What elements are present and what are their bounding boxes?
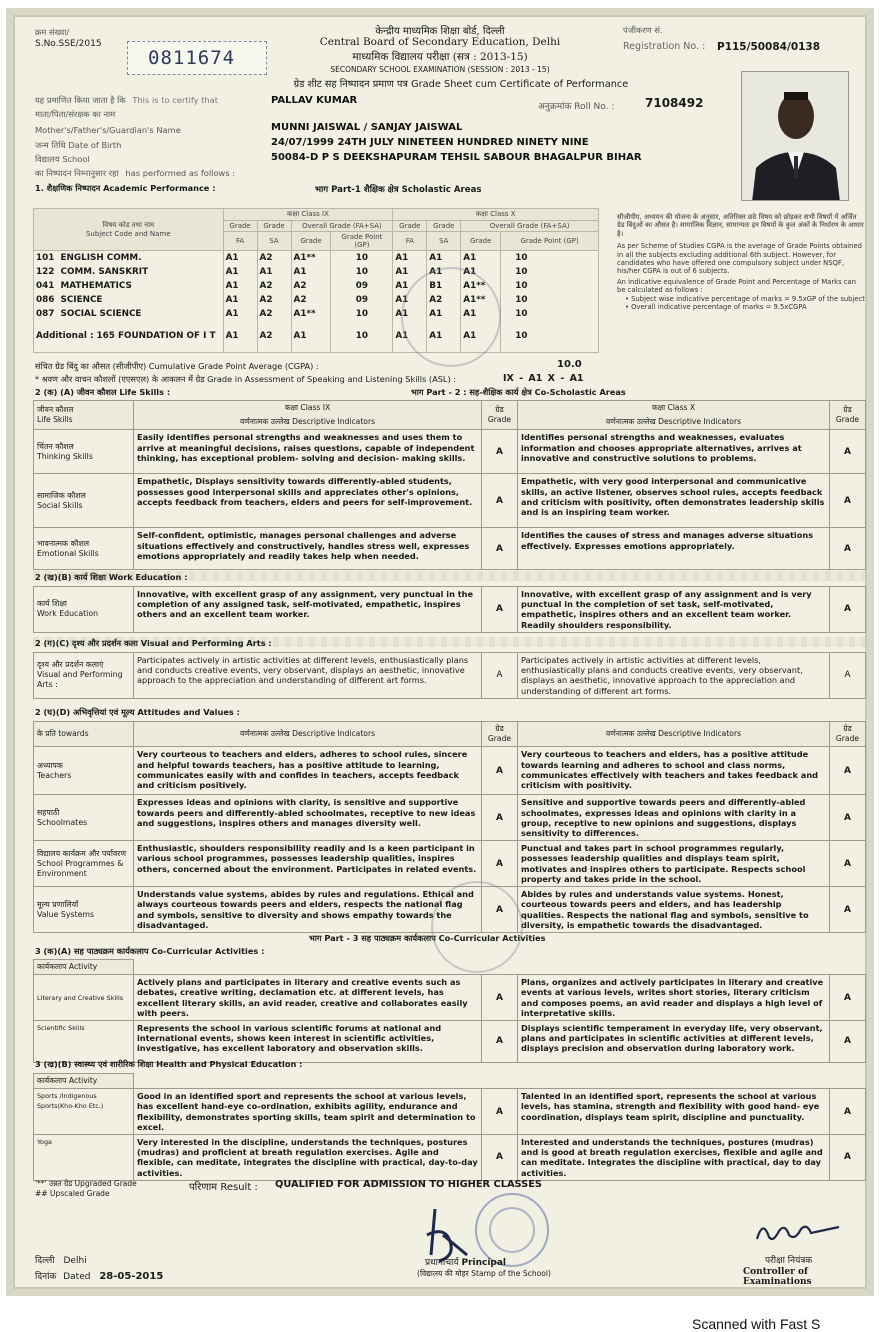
- cgpa-value: 10.0: [557, 359, 582, 370]
- sa10: A2: [427, 293, 461, 307]
- result-label: परिणाम Result :: [189, 1182, 258, 1193]
- class9-header: कक्षा Class IX: [134, 401, 482, 416]
- scholastic-table: [33, 208, 599, 353]
- work-education-name: Work Education: [37, 609, 99, 619]
- empty-head: [830, 960, 866, 975]
- grade-class10: A: [830, 975, 866, 1021]
- place-en: Delhi: [63, 1256, 87, 1266]
- cocurricular-title: 3 (क)(A) सह पाठ्यक्रम कार्यकलाप Co-Curricular Activities :: [35, 946, 265, 956]
- fa9: A1: [223, 251, 257, 265]
- controller-title-hi: परीक्षा नियंत्रक: [765, 1256, 813, 1266]
- additional-subject: Additional : 165 FOUNDATION OF I T: [34, 321, 224, 353]
- indicator-class10: Identifies personal strengths and weaknesses, evaluates information and chooses appropriate alternatives, arrives at innovative and constructive solutions to problems.: [518, 430, 830, 474]
- grade-header: Grade: [427, 221, 461, 232]
- subject-name: ENGLISH COMM.: [60, 252, 142, 263]
- activity-name: Yoga: [34, 1135, 134, 1181]
- dob-label-hi: जन्म तिथि: [35, 140, 66, 150]
- date-block: [35, 1269, 163, 1282]
- indicator-class9: Good in an identified sport and represents the school at various levels, has excellent hand-eye co-ordination, exhibits agility, endurance and flexibility, demonstrates sporting skills, team spirit and determination to excel.: [134, 1089, 482, 1135]
- registration-label: Registration No. :: [623, 41, 706, 52]
- certify-text: [35, 95, 218, 106]
- grade-class10: A: [830, 587, 866, 633]
- fa10: A1: [393, 251, 427, 265]
- subject-code: 122: [36, 266, 55, 277]
- subject-name: SOCIAL SCIENCE: [60, 308, 142, 319]
- certificate-title-en: Grade Sheet cum Certificate of Performance: [411, 79, 629, 90]
- fa10: A1: [393, 265, 427, 279]
- registration-number: P115/50084/0138: [717, 41, 821, 53]
- roll-number: 7108492: [645, 96, 704, 110]
- subject-code: 086: [36, 294, 55, 305]
- sa9: A2: [257, 321, 291, 353]
- desc-header: वर्णनात्मक उल्लेख Descriptive Indicators: [134, 415, 482, 430]
- grade-class10: A: [830, 653, 866, 699]
- activity-row: [34, 1021, 866, 1063]
- indicator-class10: Identifies the causes of stress and manages adverse situations effectively. Expresses emotions appropriately.: [518, 528, 830, 570]
- subject-name: COMM. SANSKRIT: [60, 266, 149, 277]
- grade-class9: A: [482, 474, 518, 528]
- life-skills-title: 2 (क) (A) जीवन कौशल Life Skills :: [35, 387, 171, 397]
- sa9: A2: [257, 307, 291, 321]
- skill-name-hi: भावनात्मक कौशल: [37, 538, 90, 548]
- desc-header: वर्णनात्मक उल्लेख Descriptive Indicators: [518, 722, 830, 747]
- visual-arts-title: 2 (ग)(C) दृश्य और प्रदर्शन कला Visual and Performing Arts :: [35, 638, 272, 648]
- asl-value: IX - A1 X - A1: [503, 373, 584, 384]
- controller-signature-icon: [753, 1213, 843, 1247]
- sa9: A2: [257, 279, 291, 293]
- empty-head: [482, 1074, 518, 1089]
- grade-class10: A: [830, 474, 866, 528]
- indicator-class10: Plans, organizes and actively participates in literary and creative events at various levels, writes short stories, literary criticism and composes poems, an avid reader and displays a high level of interpretative skills.: [518, 975, 830, 1021]
- attitude-name: Schoolmates: [37, 817, 88, 827]
- sa10: A1: [427, 307, 461, 321]
- cgpa-note-hi: सीजीपीए, अध्ययन की योजना के अनुसार, अतिरिक्त छठे विषय को छोड़कर सभी विषयों में अर्जित ग्रेड बिंदुओं का औसत है। सामाजिक विज्ञान, सामान्यतः इन विषयों के कुल अंकों के निर्धारण के आधार है।: [617, 213, 864, 238]
- grade9: A2: [291, 293, 331, 307]
- fa9: A1: [223, 321, 257, 353]
- work-education-table: [33, 586, 866, 633]
- grade-header: ग्रेड Grade: [482, 401, 518, 430]
- life-skill-row: [34, 430, 866, 474]
- activity-head-en: Activity: [68, 1076, 98, 1085]
- indicator-class9: Easily identifies personal strengths and weaknesses and uses them to arrive at meaningful decisions, raises questions, capable of independent thinking, has exceptional problem- solving and decision- making skills.: [134, 430, 482, 474]
- school-label-hi: विद्यालय: [35, 154, 60, 164]
- gp10: 10: [501, 279, 599, 293]
- empty-head: [134, 1074, 482, 1089]
- certify-text-hi: यह प्रमाणित किया जाता है कि: [35, 95, 126, 105]
- skill-name: Social Skills: [37, 500, 83, 510]
- performed-text: [35, 168, 235, 179]
- indicator-class10: Innovative, with excellent grasp of any assignment and is very punctual in the completion of set task, self-motivated, empathetic, inspires others and an excellent team worker. Readily shoulders responsibility.: [518, 587, 830, 633]
- gp-header: Grade Point (GP): [501, 232, 599, 251]
- grade-class10: A: [830, 1089, 866, 1135]
- upscaled-note: ## Upscaled Grade: [35, 1189, 110, 1198]
- subject-code: 087: [36, 308, 55, 319]
- indicator-class9: Self-confident, optimistic, manages personal challenges and adverse situations effectively and constructively, handles stress well, expresses emotions appropriately and readily takes help when needed.: [134, 528, 482, 570]
- activity-head: [34, 960, 134, 975]
- grade-class9: A: [482, 841, 518, 887]
- performed-text-hi: का निष्पादन निम्नानुसार रहा: [35, 168, 119, 178]
- desc-header: वर्णनात्मक उल्लेख Descriptive Indicators: [134, 722, 482, 747]
- subject-code: 101: [36, 252, 55, 263]
- principal-title: [425, 1255, 506, 1268]
- indicator-class9: Understands value systems, abides by rules and regulations. Ethical and always courteous towards peers and elders, respects the national flag and symbols, sensitive to diversity and shows empathy towards the disadvantaged.: [134, 887, 482, 933]
- board-name: Central Board of Secondary Education, Delhi: [319, 36, 561, 48]
- grade-class9: A: [482, 1021, 518, 1063]
- indicator-class10: Talented in an identified sport, represents the school at various levels, has stamina, strength and flexibility with good hand- eye coordination, displays team spirit, discipline and punctuality.: [518, 1089, 830, 1135]
- cgpa-note-item-1-text: Subject wise indicative percentage of marks = 9.5xGP of the subject: [631, 294, 865, 303]
- grade10: A1: [461, 307, 501, 321]
- grade-class9: A: [482, 795, 518, 841]
- date-label: Dated: [63, 1272, 91, 1282]
- gp9: 10: [331, 307, 393, 321]
- grade-class9: A: [482, 1089, 518, 1135]
- grade-header: ग्रेड Grade: [482, 722, 518, 747]
- gp9: 09: [331, 279, 393, 293]
- grade-class9: A: [482, 1135, 518, 1181]
- grade-class9: A: [482, 653, 518, 699]
- empty-head: [134, 960, 482, 975]
- date-label-hi: दिनांक: [35, 1272, 57, 1282]
- activity-row: [34, 975, 866, 1021]
- grade10: A1**: [461, 279, 501, 293]
- roll-label-hi: अनुक्रमांक: [538, 102, 572, 112]
- indicator-class10: Participates actively in artistic activities at different levels, enthusiastically plans and conducts creative events, very observant, displays an aesthetic, innovative approach to the appreciation and understanding of different art forms.: [518, 653, 830, 699]
- activity-row: [34, 1089, 866, 1135]
- performed-text-en: has performed as follows :: [125, 168, 236, 178]
- skill-name: Thinking Skills: [37, 451, 93, 461]
- life-skills-head: [34, 401, 134, 430]
- work-education-row: [34, 587, 866, 633]
- grade-class10: A: [830, 887, 866, 933]
- grade10: A1: [461, 265, 501, 279]
- class9-header: कक्षा Class IX: [223, 209, 393, 221]
- attitude-row: [34, 841, 866, 887]
- upgraded-note: '**' उन्नत ग्रेड Upgraded Grade: [35, 1179, 137, 1188]
- fa10: A1: [393, 293, 427, 307]
- indicator-class9: Empathetic, Displays sensitivity towards differently-abled students, possesses good interpersonal skills and appreciates other's opinions, accepts feedback from teachers, elders and peers for self-improvement.: [134, 474, 482, 528]
- gp10: 10: [501, 265, 599, 279]
- skill-name: Emotional Skills: [37, 548, 99, 558]
- attitude-name-hi: विद्यालय कार्यक्रम और पर्यावरण: [37, 848, 127, 858]
- scanner-watermark: Scanned with Fast S: [692, 1316, 821, 1332]
- work-education-hi: कार्य शिक्षा: [37, 599, 67, 609]
- serial-label-hi: क्रम संख्या/: [35, 27, 70, 37]
- attitude-row: [34, 747, 866, 795]
- skill-name-hi: सामाजिक कौशल: [37, 490, 86, 500]
- activity-head-en: Activity: [68, 962, 98, 971]
- desc-header: वर्णनात्मक उल्लेख Descriptive Indicators: [518, 415, 830, 430]
- skill-name-hi: चिंतन कौशल: [37, 441, 74, 451]
- gp10: 10: [501, 321, 599, 353]
- attitudes-title: 2 (घ)(D) अभिवृत्तियां एवं मूल्य Attitudes and Values :: [35, 707, 240, 717]
- activity-head-hi: कार्यकलाप: [37, 962, 67, 971]
- subject-code: 041: [36, 280, 55, 291]
- sa9: A2: [257, 251, 291, 265]
- exam-name-hi: माध्यमिक विद्यालय परीक्षा (सत्र : 2013-15): [352, 51, 528, 63]
- roll-label-en: Roll No. :: [574, 102, 615, 112]
- activity-name: Literary and Creative Skills: [34, 975, 134, 1021]
- visual-arts-table: [33, 652, 866, 699]
- visual-arts-hi: दृश्य और प्रदर्शन कलाएं: [37, 660, 104, 670]
- activity-name: Sports /Indigenous Sports(Kho-Kho Etc.): [34, 1089, 134, 1135]
- grade10: A1: [461, 251, 501, 265]
- additional-subject-row: [34, 321, 599, 353]
- subject-row: [34, 293, 599, 307]
- cocurricular-table: [33, 959, 866, 1063]
- grade9: A1**: [291, 251, 331, 265]
- grade-class10: A: [830, 430, 866, 474]
- fa10: A1: [393, 321, 427, 353]
- attitude-name-hi: सहपाठी: [37, 807, 60, 817]
- gp9: 10: [331, 251, 393, 265]
- indicator-class10: Interested and understands the techniques, postures (mudras) and is good at breath regulation exercises, flexible and agile and can meditate. Integrates the discipline with practical, day to day activities.: [518, 1135, 830, 1181]
- grade-class10: A: [830, 1135, 866, 1181]
- indicator-class9: Expresses ideas and opinions with clarity, is sensitive and supportive towards peers and differently-abled schoolmates, receptive to new ideas and suggestions, inspires others and manages diversity well.: [134, 795, 482, 841]
- cocurricular-part: भाग Part - 3 सह पाठ्यक्रम कार्यकलाप Co-Curricular Activities: [309, 933, 546, 943]
- visual-arts-name: Visual and Performing Arts :: [37, 670, 123, 690]
- overall-header: Overall Grade (FA+SA): [291, 221, 393, 232]
- cgpa-note-item-2-text: Overall indicative percentage of marks = 9.5xCGPA: [631, 303, 807, 312]
- parents-label-hi: माता/पिता/संरक्षक का नाम: [35, 109, 116, 119]
- activity-head-hi: कार्यकलाप: [37, 1076, 67, 1085]
- activity-row: [34, 1135, 866, 1181]
- cgpa-note: [617, 213, 865, 311]
- subject-row: [34, 279, 599, 293]
- sa9: A2: [257, 293, 291, 307]
- grade-class9: A: [482, 528, 518, 570]
- board-seal-icon: [431, 881, 523, 973]
- class10-header: कक्षा Class X: [393, 209, 599, 221]
- grade-class10: A: [830, 1021, 866, 1063]
- parents-label: Mother's/Father's/Guardian's Name: [35, 125, 181, 135]
- attitude-name: Teachers: [37, 770, 72, 780]
- attitude-name-hi: अध्यापक: [37, 760, 63, 770]
- grade-class9: A: [482, 887, 518, 933]
- sa-header: SA: [257, 232, 291, 251]
- place-hi: दिल्ली: [35, 1256, 55, 1266]
- life-skill-row: [34, 474, 866, 528]
- school-label-en: School: [62, 154, 90, 164]
- indicator-class9: Very courteous to teachers and elders, adheres to school rules, sincere and helpful towards teachers, has a positive attitude to learning, communicates easily with and confides in teachers, accepts feedback and criticism positively.: [134, 747, 482, 795]
- grade-header: Grade: [223, 221, 257, 232]
- academic-part: भाग Part-1 शैक्षिक क्षेत्र Scholastic Areas: [315, 185, 482, 195]
- visual-arts-row: [34, 653, 866, 699]
- asl-label: * श्रवण और वाचन कौशलों (एएसएल) के आकलन में ग्रेड Grade in Assessment of Speaking and Listening Skills (ASL) :: [35, 374, 457, 384]
- indicator-class9: Enthusiastic, shoulders responsibility readily and is a keen participant in various school programmes, possesses leadership qualities, inspires others, concerned about the environment. Participates in related events.: [134, 841, 482, 887]
- subject-header: [34, 209, 224, 251]
- exam-name: SECONDARY SCHOOL EXAMINATION (SESSION : 2013 - 15): [330, 65, 550, 74]
- sa10: A1: [427, 251, 461, 265]
- school-value: 50084-D P S DEEKSHAPURAM TEHSIL SABOUR BHAGALPUR BIHAR: [271, 152, 642, 163]
- indicator-class10: Punctual and takes part in school programmes regularly, possesses leadership qualities and displays team spirit, motivates and inspires others to participate. Respects school property and takes pride in the school.: [518, 841, 830, 887]
- school-stamp-inner-icon: [489, 1207, 535, 1253]
- gp10: 10: [501, 251, 599, 265]
- sa10: A1: [427, 321, 461, 353]
- empty-head: [830, 1074, 866, 1089]
- place: [35, 1253, 87, 1266]
- towards-head-en: towards: [58, 729, 89, 739]
- cgpa-note-en: As per Scheme of Studies CGPA is the average of Grade Points obtained in all the subjects excluding additional 6th subject. However, for candidates who have offered one compulsory subject under NSQF, his/her CGPA is out of 6 subjects.: [617, 242, 862, 276]
- subject-row: [34, 307, 599, 321]
- grade-class10: A: [830, 747, 866, 795]
- subject-header-hi: विषय कोड तथा नाम: [102, 221, 155, 229]
- life-skills-part: भाग Part - 2 : सह-शैक्षिक कार्य क्षेत्र Co-Scholastic Areas: [411, 387, 626, 397]
- indicator-class10: Sensitive and supportive towards peers and differently-abled schoolmates, expresses ideas and opinions with clarity in a group, receptive to new opinions and suggestions, displays sensitivity to differences.: [518, 795, 830, 841]
- certificate-title-hi: ग्रेड शीट सह निष्पादन प्रमाण पत्र: [293, 79, 408, 90]
- grade9: A2: [291, 279, 331, 293]
- indicator-class9: Represents the school in various scientific forums at national and international events, shows keen interest in scientific activities, investigative, has excellent laboratory and observation skills.: [134, 1021, 482, 1063]
- serial-number: 0811674: [148, 47, 236, 69]
- cgpa-note-equivalence: An indicative equivalence of Grade Point and Percentage of Marks can be calculated as follows :: [617, 277, 857, 295]
- indicator-class10: Empathetic, with very good interpersonal and communicative skills, an active listener, observes school rules, accepts feedback and criticism with positivity, often demonstrates leadership skills and is an inspiring team worker.: [518, 474, 830, 528]
- indicator-class10: Displays scientific temperament in everyday life, very observant, plans and participates in scientific activities at different levels, displays precision and observation during laboratory work.: [518, 1021, 830, 1063]
- towards-head: [34, 722, 134, 747]
- gp10: 10: [501, 293, 599, 307]
- indicator-class10: Abides by rules and understands value systems. Honest, courteous towards peers and elders, and has leadership qualities. Respects the national flag and symbols, sensitive to diversity, is empathetic towards the disadvantaged.: [518, 887, 830, 933]
- grade-header: Grade: [257, 221, 291, 232]
- sa9: A1: [257, 265, 291, 279]
- sa10: B1: [427, 279, 461, 293]
- health-table: [33, 1073, 866, 1181]
- fa9: A1: [223, 293, 257, 307]
- activity-head: [34, 1074, 134, 1089]
- fa9: A1: [223, 279, 257, 293]
- gp9: 09: [331, 293, 393, 307]
- life-skill-row: [34, 528, 866, 570]
- attitude-name: School Programmes & Environment: [37, 858, 124, 878]
- dob-value: 24/07/1999 24TH JULY NINETEEN HUNDRED NINETY NINE: [271, 137, 589, 148]
- roll-label: [538, 99, 614, 112]
- certify-text-en: This is to certify that: [132, 95, 218, 105]
- fa10: A1: [393, 307, 427, 321]
- life-skills-head-en: Life Skills: [37, 415, 73, 425]
- gp9: 10: [331, 265, 393, 279]
- grade-header: ग्रेड Grade: [830, 401, 866, 430]
- sa-header: SA: [427, 232, 461, 251]
- dob-label: [35, 140, 121, 151]
- grade9: A1**: [291, 307, 331, 321]
- life-skills-head-hi: जीवन कौशल: [37, 405, 74, 414]
- fa10: A1: [393, 279, 427, 293]
- towards-head-hi: के प्रति: [37, 729, 56, 739]
- subject-row: [34, 251, 599, 265]
- indicator-class9: Very interested in the discipline, understands the techniques, postures (mudras) and proficient at breath regulation exercises. Agile and flexible, can meditate, integrates the discipline with practical, day-to-day activities.: [134, 1135, 482, 1181]
- controller-title: Controller of Examinations: [743, 1267, 812, 1287]
- grade-sheet: [6, 8, 874, 1296]
- parents-name: MUNNI JAISWAL / SANJAY JAISWAL: [271, 122, 463, 133]
- indicator-class9: Innovative, with excellent grasp of any assignment, very punctual in the completion of any assigned task, self-motivated, empathetic, inspires others and an excellent team worker.: [134, 587, 482, 633]
- grade9: A1: [291, 265, 331, 279]
- fa9: A1: [223, 307, 257, 321]
- attitude-row: [34, 795, 866, 841]
- dob-label-en: Date of Birth: [68, 140, 122, 150]
- cgpa-label: संचित ग्रेड बिंदु का औसत (सीजीपीए) Cumulative Grade Point Average (CGPA) :: [35, 361, 319, 371]
- overall-header: Overall Grade (FA+SA): [461, 221, 599, 232]
- class10-header: कक्षा Class X: [518, 401, 830, 416]
- student-photo: [741, 71, 849, 201]
- subject-row: [34, 265, 599, 279]
- health-title: 3 (ख)(B) स्वास्थ्य एवं शारीरिक शिक्षा Health and Physical Education :: [35, 1059, 303, 1069]
- grade-class10: A: [830, 795, 866, 841]
- result-value: QUALIFIED FOR ADMISSION TO HIGHER CLASSES: [275, 1179, 542, 1190]
- indicator-class9: Participates actively in artistic activities at different levels, enthusiastically plans and conducts creative events, very observant, displays an aesthetic, innovative approach to the appreciation and understanding of different art forms.: [134, 653, 482, 699]
- indicator-class9: Actively plans and participates in literary and creative events such as debates, creative writing, declamation etc. at different levels, has excellent literary skills, an avid reader, creative and collaborates easily with peers.: [134, 975, 482, 1021]
- certificate-title: [251, 77, 671, 90]
- grade-header: Grade: [461, 232, 501, 251]
- grade-class10: A: [830, 841, 866, 887]
- subject-name: SCIENCE: [60, 294, 103, 305]
- registration-label-hi: पंजीकरण सं.: [623, 25, 663, 35]
- grade9: A1: [291, 321, 331, 353]
- principal-title-en: Principal: [461, 1258, 507, 1268]
- fa-header: FA: [223, 232, 257, 251]
- gp10: 10: [501, 307, 599, 321]
- grade-class10: A: [830, 528, 866, 570]
- grade-class9: A: [482, 747, 518, 795]
- board-seal-icon: [401, 267, 501, 367]
- student-photo-icon: [742, 72, 849, 201]
- grade10: A1: [461, 321, 501, 353]
- attitude-name-hi: मूल्य प्रणालियाँ: [37, 899, 79, 909]
- serial-label: S.No.SSE/2015: [35, 39, 102, 49]
- grade-class9: A: [482, 430, 518, 474]
- subject-name: MATHEMATICS: [60, 280, 132, 291]
- grade-header: Grade: [393, 221, 427, 232]
- indicator-class10: Very courteous to teachers and elders, has a positive attitude towards learning and adheres to school and class norms, communicates effectively with teachers and takes feedback and criticism with positivity.: [518, 747, 830, 795]
- academic-title: 1. शैक्षणिक निष्पादन Academic Performance :: [35, 183, 216, 193]
- subject-header-en: Subject Code and Name: [85, 230, 171, 238]
- grade10: A1**: [461, 293, 501, 307]
- empty-head: [518, 960, 830, 975]
- empty-head: [518, 1074, 830, 1089]
- life-skills-table: [33, 400, 866, 570]
- attitude-name: Value Systems: [37, 909, 95, 919]
- fa-header: FA: [393, 232, 427, 251]
- date-value: 28-05-2015: [99, 1271, 164, 1282]
- school-label: [35, 154, 90, 165]
- school-stamp-label: (विद्यालय की मोहर Stamp of the School): [417, 1269, 552, 1278]
- gp9: 10: [331, 321, 393, 353]
- grade-class9: A: [482, 587, 518, 633]
- cgpa-note-item-2: • Overall indicative percentage of marks = 9.5xCGPA: [625, 303, 807, 312]
- student-name: PALLAV KUMAR: [271, 95, 358, 106]
- fa9: A1: [223, 265, 257, 279]
- sa10: A1: [427, 265, 461, 279]
- work-education-title: 2 (ख)(B) कार्य शिक्षा Work Education :: [35, 572, 188, 582]
- principal-title-hi: प्रधानाचार्य: [425, 1258, 459, 1268]
- board-name-hi: केन्द्रीय माध्यमिक शिक्षा बोर्ड, दिल्ली: [375, 26, 505, 37]
- grade-header: Grade: [291, 232, 331, 251]
- gp-header: Grade Point (GP): [331, 232, 393, 251]
- cgpa-note-item-1: • Subject wise indicative percentage of marks = 9.5xGP of the subject: [625, 294, 865, 303]
- grade-class9: A: [482, 975, 518, 1021]
- grade-header: ग्रेड Grade: [830, 722, 866, 747]
- activity-name: Scientific Skills: [34, 1021, 134, 1063]
